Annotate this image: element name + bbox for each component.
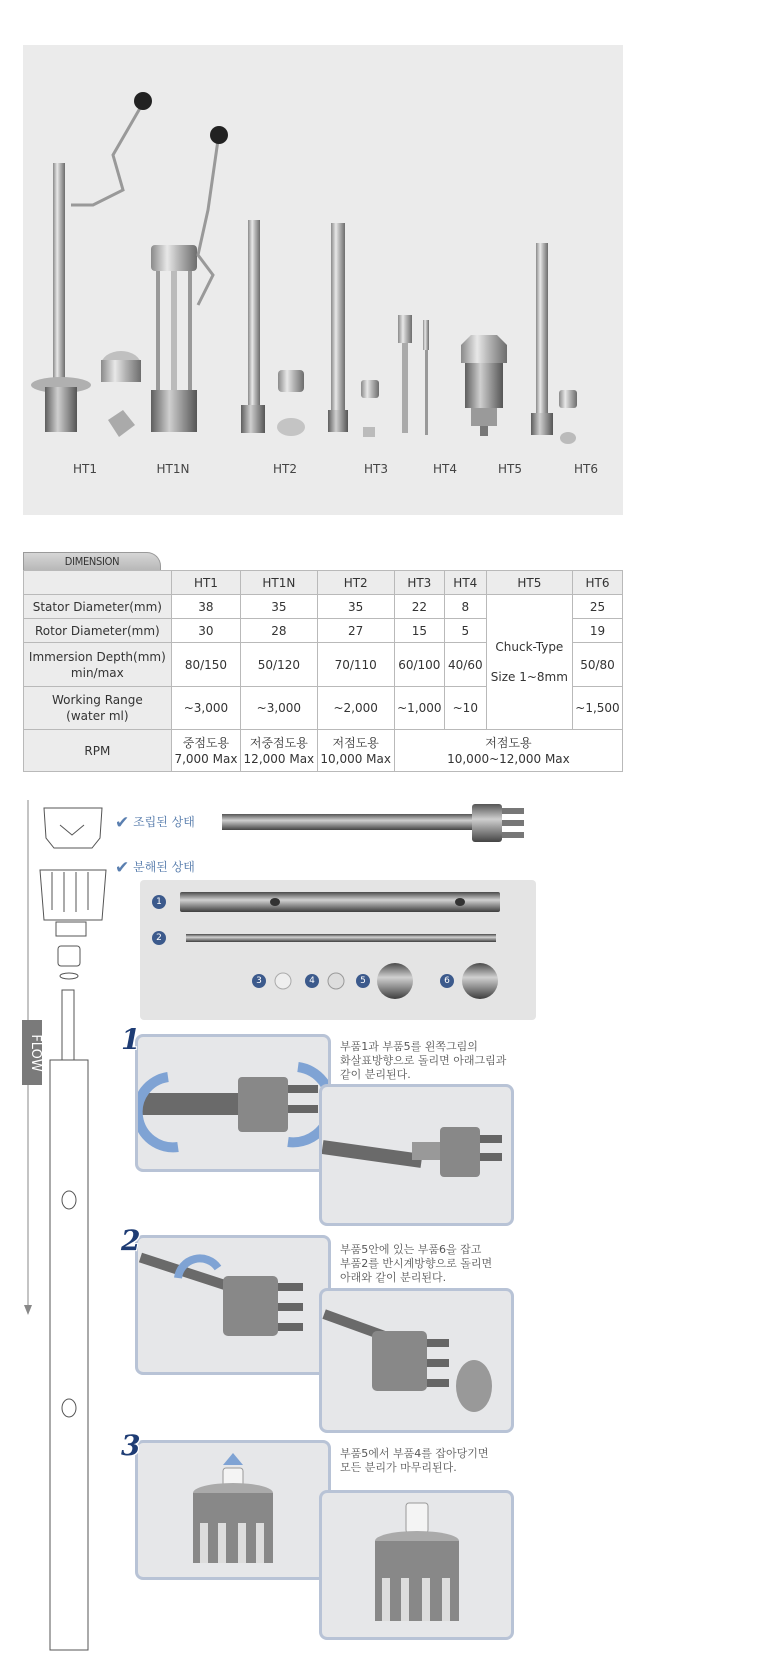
dimension-tab	[23, 552, 161, 570]
table-cell: 25	[572, 595, 622, 619]
table-cell: 50/80	[572, 643, 622, 687]
table-cell	[171, 730, 241, 772]
assembly-section	[0, 800, 769, 1673]
step2-number: 2	[121, 1224, 141, 1257]
step1-number: 1	[121, 1023, 141, 1056]
step2-text-line2: 부품2를 반시계방향으로 돌리면	[340, 1257, 493, 1270]
table-header-cell: HT5	[486, 571, 572, 595]
table-header-cell: HT4	[444, 571, 486, 595]
assembled-state-label	[115, 813, 195, 833]
step2-before-illustration	[138, 1238, 328, 1372]
disassembled-parts-illustration	[140, 880, 536, 1020]
row-label-rpm: RPM	[24, 730, 172, 772]
table-cell: ~10	[444, 687, 486, 730]
table-row	[24, 730, 623, 772]
table-cell: 5	[444, 619, 486, 643]
rpm-rest-max: 10,000~12,000 Max	[447, 751, 570, 766]
rpm-rest-type: 저점도용	[485, 735, 532, 750]
part-number-badge: 2	[152, 931, 166, 945]
table-cell: 22	[394, 595, 444, 619]
step1-text	[340, 1040, 506, 1082]
row-label-immersion	[24, 643, 172, 687]
step3-after-illustration	[322, 1493, 511, 1637]
table-cell: 19	[572, 619, 622, 643]
table-header-cell: HT1	[171, 571, 241, 595]
table-cell: ~1,500	[572, 687, 622, 730]
table-cell: 40/60	[444, 643, 486, 687]
check-icon: ✔	[115, 858, 130, 878]
homogenizer-lineup-illustration	[23, 45, 623, 515]
step3-text	[340, 1447, 489, 1475]
model-label-ht5: HT5	[498, 462, 522, 476]
step1-image-box-after	[319, 1084, 514, 1226]
row-label-rotor: Rotor Diameter(mm)	[24, 619, 172, 643]
step2-image-box-after	[319, 1288, 514, 1433]
step1-text-line3: 같이 분리된다.	[340, 1068, 411, 1081]
table-cell: ~3,000	[171, 687, 241, 730]
model-label-ht1n: HT1N	[156, 462, 190, 476]
table-header-cell: HT3	[394, 571, 444, 595]
row-label-immersion-line1: Immersion Depth(mm)	[28, 649, 166, 664]
step3-image-box-after	[319, 1490, 514, 1640]
ht3-illustration	[328, 223, 379, 437]
step1-text-line1: 부품1과 부품5를 왼쪽그림의	[340, 1040, 478, 1053]
part-number-badge: 3	[252, 974, 266, 988]
table-cell: 38	[171, 595, 241, 619]
step1-after-illustration	[322, 1087, 511, 1223]
table-cell	[394, 730, 622, 772]
table-cell: 28	[241, 619, 317, 643]
ht5-chuck-type-cell	[486, 595, 572, 730]
dimension-table	[23, 570, 623, 772]
rpm-ht1n-max: 12,000 Max	[243, 751, 315, 766]
ht2-illustration	[241, 220, 305, 436]
part-number-badge: 5	[356, 974, 370, 988]
part-number-badge: 6	[440, 974, 454, 988]
table-cell: ~3,000	[241, 687, 317, 730]
row-label-immersion-line2: min/max	[70, 665, 124, 680]
rpm-ht2-type: 저점도용	[332, 735, 379, 750]
check-icon: ✔	[115, 813, 130, 833]
step3-before-illustration	[138, 1443, 328, 1577]
row-label-working-line1: Working Range	[51, 693, 143, 707]
step2-text-line3: 아래와 같이 분리된다.	[340, 1271, 447, 1284]
assembled-rod-illustration	[222, 800, 532, 846]
rpm-ht1n-type: 저중점도용	[249, 735, 308, 750]
table-cell: 80/150	[171, 643, 241, 687]
table-row	[24, 595, 623, 619]
table-header-cell: HT6	[572, 571, 622, 595]
step1-text-line2: 화살표방향으로 돌리면 아래그림과	[340, 1054, 507, 1067]
rpm-ht1-type: 중점도용	[182, 735, 230, 750]
model-label-ht2: HT2	[273, 462, 297, 476]
exploded-drawing	[22, 800, 132, 1673]
table-cell: 27	[317, 619, 394, 643]
table-header-row	[24, 571, 623, 595]
rpm-ht1-max: 7,000 Max	[174, 751, 238, 766]
table-cell: ~1,000	[394, 687, 444, 730]
step2-text-line1: 부품5안에 있는 부품6을 잡고	[340, 1243, 482, 1256]
step3-text-line1: 부품5에서 부품4를 잡아당기면	[340, 1447, 489, 1460]
model-label-ht1: HT1	[73, 462, 97, 476]
step3-number: 3	[121, 1429, 141, 1462]
table-cell: 15	[394, 619, 444, 643]
model-label-ht3: HT3	[364, 462, 388, 476]
table-cell: 70/110	[317, 643, 394, 687]
table-cell: 35	[317, 595, 394, 619]
parts-panel	[140, 880, 536, 1020]
step2-text	[340, 1243, 492, 1285]
table-header-cell: HT2	[317, 571, 394, 595]
step1-before-illustration	[138, 1037, 328, 1169]
table-header-cell: HT1N	[241, 571, 317, 595]
ht6-illustration	[531, 243, 577, 444]
product-photo-panel	[23, 45, 623, 515]
disassembled-state-label	[115, 858, 195, 878]
table-cell: 35	[241, 595, 317, 619]
part-number-badge: 4	[305, 974, 319, 988]
table-cell: ~2,000	[317, 687, 394, 730]
step2-after-illustration	[322, 1291, 511, 1430]
ht5-note-size: Size 1~8mm	[490, 670, 568, 684]
step2-image-box-before	[135, 1235, 331, 1375]
rpm-ht2-max: 10,000 Max	[320, 751, 391, 766]
assembled-state-text: 조립된 상태	[133, 815, 195, 829]
table-cell: 30	[171, 619, 241, 643]
disassembled-state-text: 분해된 상태	[133, 860, 195, 874]
row-label-working-line2: (water ml)	[66, 709, 129, 723]
step3-text-line2: 모든 분리가 마무리된다.	[340, 1461, 457, 1474]
row-label-stator: Stator Diameter(mm)	[24, 595, 172, 619]
step1-image-box-before	[135, 1034, 331, 1172]
ht4-illustration	[398, 315, 429, 435]
table-cell: 50/120	[241, 643, 317, 687]
ht5-illustration	[461, 335, 507, 436]
flow-label: FLOW	[28, 1034, 43, 1072]
model-label-ht6: HT6	[574, 462, 598, 476]
table-cell: 60/100	[394, 643, 444, 687]
ht5-note-chuck: Chuck-Type	[495, 640, 564, 654]
model-label-ht4: HT4	[433, 462, 457, 476]
table-header-cell	[24, 571, 172, 595]
step3-image-box-before	[135, 1440, 331, 1580]
ht1n-illustration	[151, 126, 228, 432]
part-number-badge: 1	[152, 895, 166, 909]
table-cell	[241, 730, 317, 772]
ht1-illustration	[31, 92, 152, 437]
dimension-tab-title: DIMENSION	[64, 555, 120, 568]
table-cell: 8	[444, 595, 486, 619]
row-label-working	[24, 687, 172, 730]
table-cell	[317, 730, 394, 772]
